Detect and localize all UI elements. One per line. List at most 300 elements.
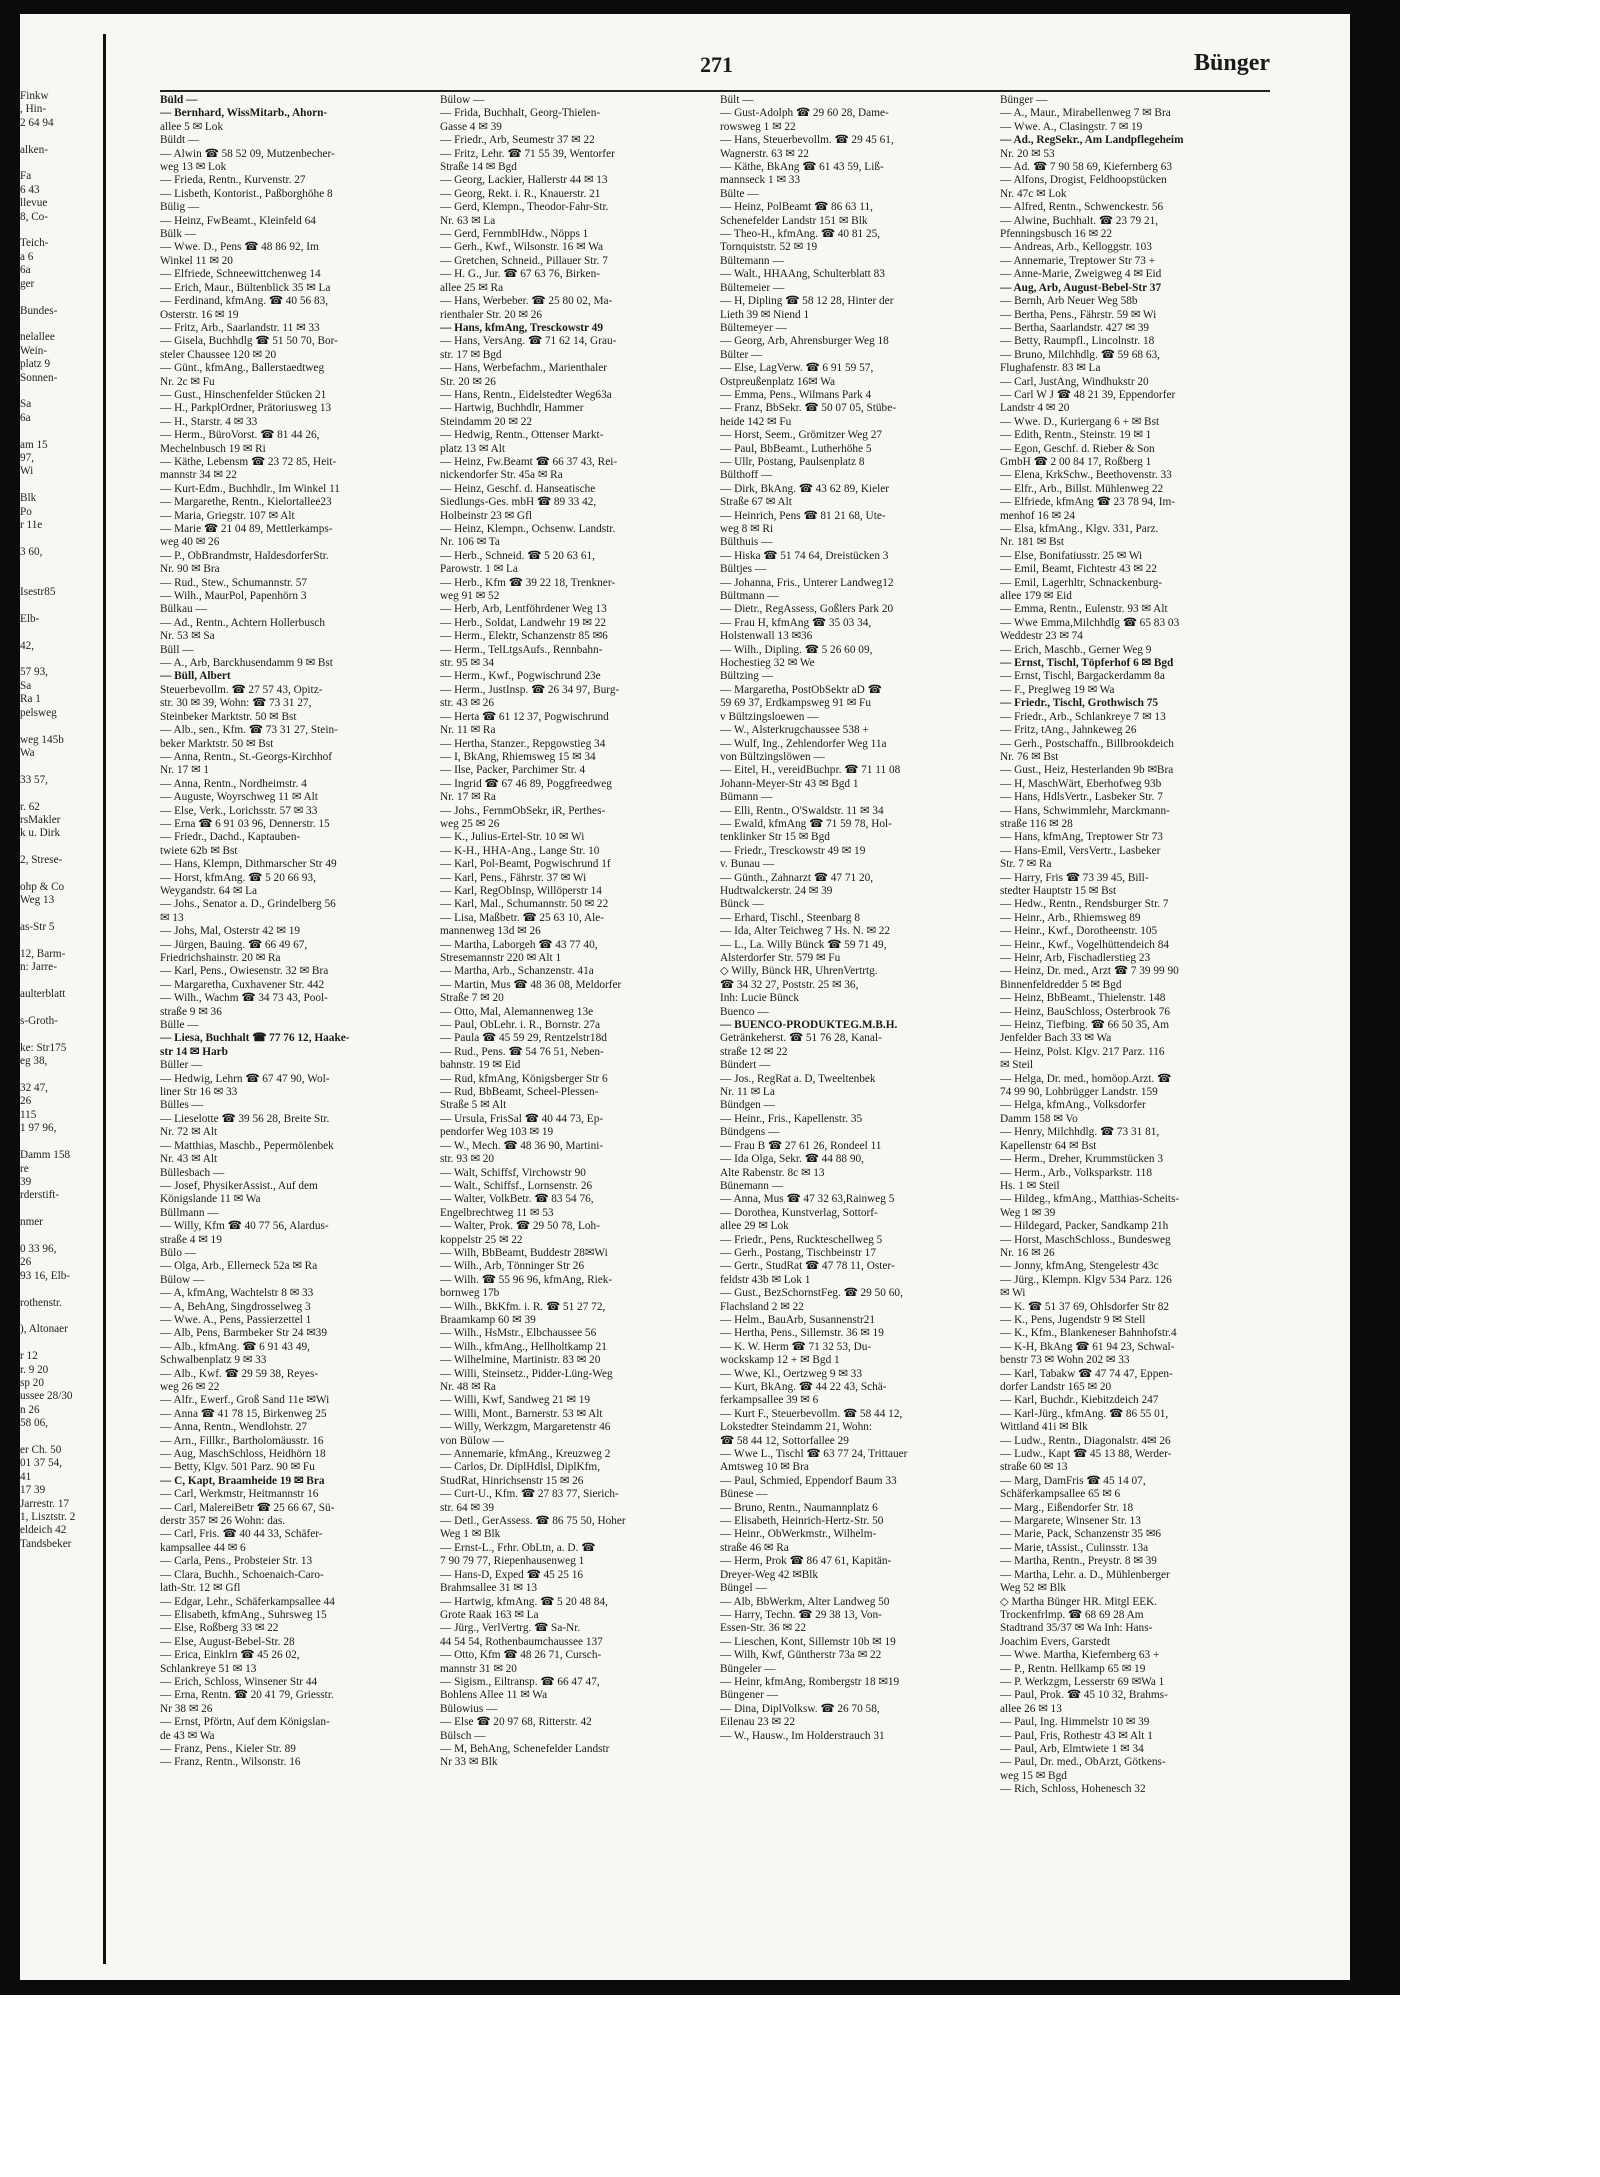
directory-entry: allee 5 ✉ Lok — [160, 120, 224, 133]
directory-entry: — Herb., Kfm ☎ 39 22 18, Trenkner- — [440, 576, 616, 589]
directory-entry: — Marie ☎ 21 04 89, Mettlerkamps- — [160, 523, 333, 535]
fragment-line — [20, 935, 98, 948]
fragment-line: Sa — [20, 679, 32, 692]
directory-entry: Bohlens Allee 11 ✉ Wa — [440, 1689, 548, 1702]
directory-entry: — Ludw., Kapt ☎ 45 13 88, Werder- — [1000, 1448, 1172, 1461]
fragment-line: r. 62 — [20, 800, 40, 813]
directory-entry: — Wilh., kfmAng., Hellholtkamp 21 — [440, 1340, 607, 1353]
directory-entry: Nr. 63 ✉ La — [440, 214, 496, 227]
directory-entry: — Anne-Marie, Zweigweg 4 ✉ Eid — [1000, 268, 1162, 281]
directory-entry: — H, Dipling ☎ 58 12 28, Hinter der — [720, 295, 894, 308]
directory-entry: — Hans, kfmAng, Treptower Str 73 — [1000, 831, 1163, 844]
directory-entry: — Elfriede, Schneewittchenweg 14 — [160, 268, 321, 281]
directory-entry: — Rud, BbBeamt, Scheel-Plessen- — [440, 1086, 599, 1099]
directory-entry: — M, BehAng, Schenefelder Landstr — [440, 1742, 610, 1755]
directory-entry: ✉ Steil — [1000, 1059, 1034, 1072]
fragment-line: Po — [20, 505, 32, 518]
directory-entry: — Jürg., VerlVertrg. ☎ Sa-Nr. — [440, 1622, 581, 1635]
directory-entry: — Paul, Arb, Elmtwiete 1 ✉ 34 — [1000, 1742, 1144, 1755]
fragment-line: 97, — [20, 451, 34, 464]
directory-entry: — Georg, Arb, Ahrensburger Weg 18 — [720, 335, 889, 348]
directory-entry: v. Bunau — — [720, 858, 775, 871]
directory-entry: Nr. 53 ✉ Sa — [160, 630, 215, 643]
directory-entry: — Elsa, kfmAng., Klgv. 331, Parz. — [1000, 523, 1159, 535]
directory-entry: Weg 1 ✉ 39 — [1000, 1206, 1056, 1219]
directory-entry: — Aug, Arb, August-Bebel-Str 37 — [1000, 281, 1162, 294]
directory-entry: — Elisabeth, kfmAng., Suhrsweg 15 — [160, 1608, 327, 1621]
fragment-line — [20, 532, 98, 545]
directory-entry: Nr. 48 ✉ Ra — [440, 1381, 496, 1393]
directory-entry: str. 43 ✉ 26 — [440, 697, 495, 710]
directory-entry: — Franz, Pens., Kieler Str. 89 — [160, 1742, 296, 1755]
directory-entry: Bültzing — — [720, 670, 774, 683]
directory-entry: tenklinker Str 15 ✉ Bgd — [720, 831, 830, 844]
directory-entry: — Wilh., BkKfm. i. R. ☎ 51 27 72, — [440, 1300, 606, 1313]
directory-entry: — Hans, Steuerbevollm. ☎ 29 45 61, — [720, 134, 894, 147]
directory-entry: — Heinr, Arb, Fischadlerstieg 23 — [1000, 952, 1151, 964]
directory-entry: — Else ☎ 20 97 68, Ritterstr. 42 — [440, 1716, 592, 1729]
directory-entry: 7 90 79 77, Riepenhausenweg 1 — [440, 1555, 585, 1568]
directory-entry: — Elfriede, kfmAng ☎ 23 78 94, Im- — [1000, 496, 1176, 509]
directory-entry: — Wwe Emma,Milchhdlg ☎ 65 83 03 — [1000, 616, 1180, 629]
directory-entry: liner Str 16 ✉ 33 — [160, 1086, 238, 1099]
directory-column-4 — [1000, 94, 1270, 1954]
fragment-line — [20, 130, 98, 143]
directory-entry: v Bültzingsloewen — — [720, 710, 819, 723]
directory-entry: — Bruno, Rentn., Naumannplatz 6 — [720, 1501, 878, 1514]
directory-entry: StudRat, Hinrichsenstr 15 ✉ 26 — [440, 1474, 584, 1487]
directory-entry: Hochestieg 32 ✉ We — [720, 657, 815, 670]
directory-entry: kampsallee 44 ✉ 6 — [160, 1541, 246, 1554]
directory-entry: — Karl, Mal., Schumannstr. 50 ✉ 22 — [440, 898, 609, 911]
directory-entry: — Kurt-Edm., Buchhdlr., Im Winkel 11 — [160, 482, 340, 495]
fragment-line: 6a — [20, 411, 31, 424]
fragment-line: er Ch. 50 — [20, 1444, 62, 1457]
directory-entry: — H., Starstr. 4 ✉ 33 — [160, 415, 258, 428]
directory-entry: — Anna, Mus ☎ 47 32 63,Rainweg 5 — [720, 1193, 895, 1206]
directory-entry: — Annemarie, kfmAng., Kreuzweg 2 — [440, 1448, 611, 1461]
directory-entry: Amtsweg 10 ✉ Bra — [720, 1461, 809, 1474]
directory-entry: Nr. 181 ✉ Bst — [1000, 536, 1065, 549]
directory-entry: Bünemann — — [720, 1179, 784, 1192]
fragment-line: Jarrestr. 17 — [20, 1497, 70, 1510]
directory-entry: — Karl, Pens., Owiesenstr. 32 ✉ Bra — [160, 965, 329, 978]
directory-entry: — Ilse, Packer, Parchimer Str. 4 — [440, 764, 586, 777]
directory-entry: — Else, LagVerw. ☎ 6 91 59 57, — [720, 362, 874, 375]
directory-entry: Eilenau 23 ✉ 22 — [720, 1716, 796, 1729]
directory-entry: — Erich, Schloss, Winsener Str 44 — [160, 1675, 318, 1688]
directory-entry: Nr. 106 ✉ Ta — [440, 536, 500, 549]
directory-entry: — Hans, Werbefachm., Marienthaler — [440, 362, 608, 375]
fragment-line — [20, 626, 98, 639]
directory-entry: — Annemarie, Treptower Str 73 + — [1000, 254, 1156, 267]
directory-entry: — Friedr., Arb, Seumestr 37 ✉ 22 — [440, 134, 595, 147]
directory-entry: weg 25 ✉ 26 — [440, 817, 500, 830]
directory-entry: weg 91 ✉ 52 — [440, 590, 500, 603]
fragment-line: 58 06, — [20, 1417, 48, 1430]
directory-entry: — Martha, Arb., Schanzenstr. 41a — [440, 965, 594, 978]
directory-entry: Bünese — — [720, 1488, 768, 1501]
directory-entry: Nr. 90 ✉ Bra — [160, 563, 220, 576]
directory-entry: — Edgar, Lehr., Schäferkampsallee 44 — [160, 1595, 335, 1608]
fragment-line: alken- — [20, 143, 48, 156]
directory-entry: — Else, August-Bebel-Str. 28 — [160, 1635, 295, 1648]
directory-entry: — Herm., Arb., Volksparkstr. 118 — [1000, 1166, 1152, 1179]
directory-entry: — Karl, RegObInsp, Willöperstr 14 — [440, 884, 602, 897]
directory-entry: — Ullr, Postang, Paulsenplatz 8 — [720, 455, 865, 468]
directory-entry: — Heinr., Fris., Kapellenstr. 35 — [720, 1112, 863, 1125]
directory-entry: Holstenwall 13 ✉36 — [720, 630, 813, 643]
directory-entry: — Theo-H., kfmAng. ☎ 40 81 25, — [720, 228, 881, 241]
directory-entry: — Herta ☎ 61 12 37, Pogwischrund — [440, 710, 609, 723]
directory-entry: Damm 158 ✉ Vo — [1000, 1112, 1078, 1125]
directory-entry: — Dorothea, Kunstverlag, Sottorf- — [720, 1206, 878, 1219]
directory-entry: — Wulf, Ing., Zehlendorfer Weg 11a — [720, 737, 887, 750]
directory-entry: — Herm., JustInsp. ☎ 26 34 97, Burg- — [440, 683, 620, 696]
directory-entry: — Ernst, Tischl, Töpferhof 6 ✉ Bgd — [1000, 657, 1174, 670]
fragment-line: s-Groth- — [20, 1015, 58, 1028]
directory-entry: — K. ☎ 51 37 69, Ohlsdorfer Str 82 — [1000, 1300, 1170, 1313]
directory-entry: Büngeler — — [720, 1662, 776, 1675]
directory-entry: Bülthoff — — [720, 469, 773, 482]
directory-entry: — Alb., Kwf. ☎ 29 59 38, Reyes- — [160, 1367, 319, 1380]
directory-column-3 — [720, 94, 990, 1954]
fragment-line: sp 20 — [20, 1377, 44, 1389]
fragment-line: 2, Strese- — [20, 854, 63, 867]
directory-entry: — Ad., Rentn., Achtern Hollerbusch — [160, 616, 326, 629]
fragment-line: 0 33 96, — [20, 1242, 57, 1255]
directory-entry: Gasse 4 ✉ 39 — [440, 120, 502, 133]
fragment-line: Bundes- — [20, 304, 58, 317]
directory-entry: — Elena, KrkSchw., Beethovenstr. 33 — [1000, 469, 1172, 482]
directory-entry: — Bruno, Milchhdlg. ☎ 59 68 63, — [1000, 348, 1160, 361]
directory-entry: Mechelnbusch 19 ✉ Ri — [160, 442, 266, 455]
directory-entry: Nr 33 ✉ Blk — [440, 1756, 498, 1769]
directory-entry: — Detl., GerAssess. ☎ 86 75 50, Hoher — [440, 1515, 626, 1528]
directory-entry: Weygandstr. 64 ✉ La — [160, 884, 258, 897]
directory-entry: Schenefelder Landstr 151 ✉ Blk — [720, 214, 868, 227]
directory-entry: Nr. 2c ✉ Fu — [160, 375, 215, 388]
directory-entry: — Johs, Mal, Osterstr 42 ✉ 19 — [160, 925, 301, 938]
directory-entry: — Paul, BbBeamt., Lutherhöhe 5 — [720, 442, 872, 455]
directory-entry: — Herm., Kwf., Pogwischrund 23e — [440, 670, 601, 683]
directory-entry: — Bernh, Arb Neuer Weg 58b — [1000, 295, 1138, 308]
directory-entry: weg 15 ✉ Bgd — [1000, 1769, 1067, 1782]
directory-columns — [160, 94, 1270, 1954]
fragment-line: r. 9 20 — [20, 1363, 49, 1376]
directory-entry: — Hans, kfmAng, Tresckowstr 49 — [440, 321, 603, 334]
directory-entry: — Lieschen, Kont, Sillemstr 10b ✉ 19 — [720, 1635, 896, 1648]
fragment-line: rsMakler — [20, 813, 61, 826]
directory-entry: ✉ Wi — [1000, 1287, 1026, 1300]
directory-entry: — Gisela, Buchhdlg ☎ 51 50 70, Bor- — [160, 335, 338, 348]
directory-entry: — Clara, Buchh., Schoenaich-Caro- — [160, 1568, 324, 1581]
directory-entry: Schwalbenplatz 9 ✉ 33 — [160, 1354, 267, 1367]
directory-entry: — K-H, BkAng ☎ 61 94 23, Schwal- — [1000, 1340, 1175, 1353]
directory-entry: — Josef, PhysikerAssist., Auf dem — [160, 1179, 318, 1192]
fragment-line: 26 — [20, 1256, 32, 1269]
directory-entry: — Heinr., Kwf., Dorotheenstr. 105 — [1000, 925, 1158, 938]
directory-entry: — Anna, Rentn., Nordheimstr. 4 — [160, 777, 307, 790]
directory-entry: Büller — — [160, 1059, 203, 1072]
directory-entry: — Alb, Pens, Barmbeker Str 24 ✉39 — [160, 1327, 327, 1340]
directory-entry: — Karl-Jürg., kfmAng. ☎ 86 55 01, — [1000, 1407, 1169, 1420]
directory-entry: — Alb, BbWerkm, Alter Landweg 50 — [720, 1595, 890, 1608]
directory-entry: Str. 7 ✉ Ra — [1000, 858, 1052, 871]
directory-entry: — Willi, Kwf, Sandweg 21 ✉ 19 — [440, 1394, 591, 1407]
directory-entry: — Carl, MalereiBetr ☎ 25 66 67, Sü- — [160, 1501, 335, 1514]
directory-entry: — Horst, kfmAng. ☎ 5 20 66 93, — [160, 871, 316, 884]
fragment-line — [20, 479, 98, 492]
directory-entry: Parowstr. 1 ✉ La — [440, 563, 518, 576]
directory-entry: — Hans, Klempn, Dithmarscher Str 49 — [160, 858, 337, 871]
fragment-line — [20, 291, 98, 304]
directory-entry: — Horst, MaschSchloss., Bundesweg — [1000, 1233, 1171, 1246]
directory-entry: benstr 73 ✉ Wohn 202 ✉ 33 — [1000, 1354, 1130, 1367]
fragment-line: Tandsbeker — [20, 1537, 72, 1550]
directory-entry: — Kurt, BkAng. ☎ 44 22 43, Schä- — [720, 1381, 887, 1393]
directory-entry: — Heinz, Fw.Beamt ☎ 66 37 43, Rei- — [440, 455, 618, 468]
directory-entry: — Edith, Rentn., Steinstr. 19 ✉ 1 — [1000, 429, 1152, 442]
directory-entry: Bümann — — [720, 791, 773, 804]
directory-entry: — P. Werkzgm, Lesserstr 69 ✉Wa 1 — [1000, 1675, 1165, 1688]
directory-entry: Essen-Str. 36 ✉ 22 — [720, 1622, 807, 1635]
directory-entry: — Willy, Kfm ☎ 40 77 56, Alardus- — [160, 1220, 329, 1233]
fragment-line: pelsweg — [20, 706, 57, 719]
directory-entry: — Paul, Schmied, Eppendorf Baum 33 — [720, 1474, 897, 1487]
fragment-line — [20, 1230, 98, 1243]
directory-entry: — K., Kfm., Blankeneser Bahnhofstr.4 — [1000, 1327, 1177, 1340]
directory-entry: — Friedr., Tresckowstr 49 ✉ 19 — [720, 844, 866, 857]
directory-entry: — Martha, Lehr. a. D., Mühlenberger — [1000, 1568, 1170, 1581]
directory-entry: Königslande 11 ✉ Wa — [160, 1193, 261, 1206]
directory-entry: Bülles — — [160, 1099, 203, 1112]
directory-entry: 74 99 90, Lohbrügger Landstr. 159 — [1000, 1086, 1158, 1099]
directory-entry: Wittland 41i ✉ Blk — [1000, 1421, 1088, 1434]
directory-entry: — Gerd, Klempn., Theodor-Fahr-Str. — [440, 201, 609, 214]
directory-entry: — Elfr., Arb., Billst. Mühlenweg 22 — [1000, 482, 1164, 495]
directory-entry: — Wilh., HsMstr., Elbchaussee 56 — [440, 1327, 597, 1340]
directory-entry: — Walter, VolkBetr. ☎ 83 54 76, — [440, 1193, 594, 1206]
directory-entry: derstr 357 ✉ 26 Wohn: das. — [160, 1515, 286, 1528]
directory-entry: — Hiska ☎ 51 74 64, Dreistücken 3 — [720, 549, 889, 562]
directory-entry: — Willy, Werkzgm, Margaretenstr 46 — [440, 1421, 611, 1434]
directory-entry: — Anna, Rentn., St.-Georgs-Kirchhof — [160, 750, 333, 763]
directory-entry: — Sigism., Eiltransp. ☎ 66 47 47, — [440, 1675, 600, 1688]
directory-entry: ✉ 13 — [160, 911, 184, 924]
directory-entry: Bültemann — — [720, 254, 784, 267]
fragment-line — [20, 318, 98, 331]
directory-entry: — Anna ☎ 41 78 15, Birkenweg 25 — [160, 1407, 327, 1420]
directory-entry: Bült — — [720, 94, 754, 106]
fragment-line — [20, 1203, 98, 1216]
directory-entry: — Heinz, Klempn., Ochsenw. Landstr. — [440, 523, 616, 535]
directory-entry: — Lisa, Maßbetr. ☎ 25 63 10, Ale- — [440, 911, 605, 924]
directory-entry: — Erich, Maur., Bültenblick 35 ✉ La — [160, 281, 331, 294]
directory-entry: — Gust., Hinschenfelder Stücken 21 — [160, 388, 327, 401]
fragment-line — [20, 1069, 98, 1082]
directory-entry: stedter Hauptstr 15 ✉ Bst — [1000, 884, 1117, 897]
directory-entry: Nr. 17 ✉ 1 — [160, 764, 210, 777]
directory-entry: — Emma, Pens., Wilmans Park 4 — [720, 388, 872, 401]
directory-entry: — Martin, Mus ☎ 48 36 08, Meldorfer — [440, 978, 622, 991]
fragment-line: n: Jarre- — [20, 961, 57, 974]
directory-entry: allee 25 ✉ Ra — [440, 281, 504, 294]
fragment-line: 12, Barm- — [20, 948, 66, 960]
directory-entry: Steindamm 20 ✉ 22 — [440, 415, 532, 428]
fragment-line: as-Str 5 — [20, 921, 55, 934]
directory-entry: rowsweg 1 ✉ 22 — [720, 120, 796, 133]
directory-entry: Getränkeherst. ☎ 51 76 28, Kanal- — [720, 1032, 882, 1045]
directory-entry: Nr. 11 ✉ Ra — [440, 724, 496, 737]
fragment-line: 01 37 54, — [20, 1457, 62, 1470]
fragment-line: nmer — [20, 1216, 43, 1229]
directory-entry: — Auguste, Woyrschweg 11 ✉ Alt — [160, 791, 318, 804]
directory-entry: — Hans, Rentn., Eidelstedter Weg63a — [440, 388, 612, 401]
directory-entry: — Paul, Prok. ☎ 45 10 32, Brahms- — [1000, 1689, 1168, 1702]
directory-entry: Bünck — — [720, 898, 764, 911]
fragment-line: 2 64 94 — [20, 116, 54, 129]
directory-entry: Bülow — — [440, 94, 485, 106]
directory-entry: Weg 52 ✉ Blk — [1000, 1582, 1066, 1595]
fragment-line — [20, 1136, 98, 1149]
fragment-line — [20, 1002, 98, 1015]
directory-entry: — Arn., Fillkr., Bartholomäusstr. 16 — [160, 1434, 324, 1447]
directory-entry: mannenweg 13d ✉ 26 — [440, 925, 541, 938]
directory-entry: — Gretchen, Schneid., Pillauer Str. 7 — [440, 254, 608, 267]
directory-entry: — Heinz, Tiefbing. ☎ 66 50 35, Am — [1000, 1019, 1170, 1032]
directory-entry: 59 69 37, Erdkampsweg 91 ✉ Fu — [720, 697, 871, 710]
directory-entry: — W., Hausw., Im Holderstrauch 31 — [720, 1729, 885, 1742]
directory-entry: — Martha, Rentn., Preystr. 8 ✉ 39 — [1000, 1555, 1157, 1568]
directory-entry: feldstr 43b ✉ Lok 1 — [720, 1273, 811, 1286]
fragment-line: 115 — [20, 1108, 37, 1121]
directory-entry: — Heinrich, Pens ☎ 81 21 68, Ute- — [720, 509, 886, 522]
directory-entry: — F., Preglweg 19 ✉ Wa — [1000, 683, 1115, 696]
directory-entry: — A, kfmAng, Wachtelstr 8 ✉ 33 — [160, 1287, 314, 1300]
directory-entry: — Frida, Buchhalt, Georg-Thielen- — [440, 107, 601, 120]
directory-entry: straße 12 ✉ 22 — [720, 1045, 788, 1058]
directory-entry: — Wilh. ☎ 55 96 96, kfmAng, Riek- — [440, 1273, 613, 1286]
directory-entry: — Emil, Beamt, Fichtestr 43 ✉ 22 — [1000, 563, 1157, 576]
fragment-line: aulterblatt — [20, 988, 66, 1001]
fragment-line: ger — [20, 277, 35, 290]
directory-entry: — Heinz, Polst. Klgv. 217 Parz. 116 — [1000, 1045, 1165, 1058]
directory-entry: Nr. 16 ✉ 26 — [1000, 1246, 1055, 1259]
fragment-line: Sonnen- — [20, 371, 58, 384]
directory-entry: Brahmsallee 31 ✉ 13 — [440, 1582, 537, 1595]
directory-entry: — Gust., Heiz, Hesterlanden 9b ✉Bra — [1000, 764, 1174, 777]
fragment-line — [20, 1310, 98, 1323]
directory-entry: Lokstedter Steindamm 21, Wohn: — [720, 1421, 873, 1434]
directory-entry: Braamkamp 60 ✉ 39 — [440, 1313, 536, 1326]
directory-entry: — Harry, Fris ☎ 73 39 45, Bill- — [1000, 871, 1149, 884]
directory-entry: Nr 38 ✉ 26 — [160, 1702, 213, 1715]
directory-entry: — H., ParkplOrdner, Prätoriusweg 13 — [160, 402, 332, 415]
directory-entry: — Johs., Senator a. D., Grindelberg 56 — [160, 898, 336, 911]
directory-entry: — Dina, DiplVolksw. ☎ 26 70 58, — [720, 1702, 880, 1715]
directory-entry: — Karl, Pol-Beamt, Pogwischrund 1f — [440, 858, 611, 871]
directory-entry: Nr. 43 ✉ Alt — [160, 1153, 218, 1166]
directory-entry: — Wwe. A., Clasingstr. 7 ✉ 19 — [1000, 120, 1143, 133]
fragment-line: 6a — [20, 264, 31, 277]
directory-entry: Flughafenstr. 83 ✉ La — [1000, 362, 1101, 375]
directory-entry: — Ida, Alter Teichweg 7 Hs. N. ✉ 22 — [720, 925, 891, 938]
directory-entry: — Walt., HHAAng, Schulterblatt 83 — [720, 268, 885, 281]
directory-entry: — Johanna, Fris., Unterer Landweg12 — [720, 576, 894, 589]
directory-entry: — Gust-Adolph ☎ 29 60 28, Dame- — [720, 107, 889, 120]
directory-entry: beker Marktstr. 50 ✉ Bst — [160, 737, 274, 750]
directory-entry: — C, Kapt, Braamheide 19 ✉ Bra — [160, 1474, 325, 1487]
directory-entry: — Wwe. D., Kuriergang 6 + ✉ Bst — [1000, 415, 1160, 428]
directory-entry: — Alb., sen., Kfm. ☎ 73 31 27, Stein- — [160, 724, 338, 737]
directory-entry: Bülowius — — [440, 1702, 498, 1715]
directory-entry: — Otto, Kfm ☎ 48 26 71, Cursch- — [440, 1649, 602, 1662]
directory-entry: Nr. 76 ✉ Bst — [1000, 750, 1059, 763]
directory-entry: — Alwine, Buchhalt. ☎ 23 79 21, — [1000, 214, 1159, 227]
directory-entry: — Frau H, kfmAng ☎ 35 03 34, — [720, 616, 872, 629]
directory-entry: koppelstr 25 ✉ 22 — [440, 1233, 523, 1246]
fragment-line: weg 145b — [20, 733, 64, 746]
directory-entry: — W., Alsterkrugchaussee 538 + — [720, 724, 869, 737]
directory-entry: — K., Julius-Ertel-Str. 10 ✉ Wi — [440, 831, 585, 844]
directory-column-1 — [160, 94, 430, 1954]
directory-entry: — Helga, Dr. med., homöop.Arzt. ☎ — [1000, 1072, 1172, 1085]
directory-entry: — A, BehAng, Singdrosselweg 3 — [160, 1300, 311, 1313]
directory-entry: — Hans, HdlsVertr., Lasbeker Str. 7 — [1000, 791, 1163, 804]
fragment-line — [20, 1337, 98, 1350]
fragment-line — [20, 868, 98, 881]
directory-entry: — Helm., BauArb, Susannenstr21 — [720, 1313, 876, 1326]
directory-entry: — Johs., FernmObSekr, iR, Perthes- — [440, 804, 606, 817]
directory-entry: — Hertha, Pens., Sillemstr. 36 ✉ 19 — [720, 1327, 884, 1340]
directory-entry: — Egon, Geschf. d. Rieber & Son — [1000, 442, 1155, 455]
directory-entry: steler Chaussee 120 ✉ 20 — [160, 348, 277, 361]
directory-entry: Straße 5 ✉ Alt — [440, 1099, 507, 1112]
fragment-line — [20, 720, 98, 733]
directory-entry: — Franz, BbSekr. ☎ 50 07 05, Stübe- — [720, 402, 896, 415]
directory-entry: — P., ObBrandmstr, HaldesdorferStr. — [160, 549, 329, 562]
fragment-line: Finkw — [20, 90, 49, 102]
directory-entry: — Hertha, Stanzer., Repgowstieg 34 — [440, 737, 606, 750]
directory-entry: — Friedr., Pens, Ruckteschellweg 5 — [720, 1233, 883, 1246]
directory-entry: Schäferkampsallee 65 ✉ 6 — [1000, 1488, 1121, 1501]
directory-entry: — Olga, Arb., Ellerneck 52a ✉ Ra — [160, 1260, 318, 1273]
directory-entry: Weg 1 ✉ Blk — [440, 1528, 501, 1541]
directory-entry: menhof 16 ✉ 24 — [1000, 509, 1076, 522]
directory-entry: Bültjes — — [720, 563, 767, 576]
directory-entry: Jenfelder Bach 33 ✉ Wa — [1000, 1032, 1112, 1045]
fragment-line: a 6 — [20, 250, 34, 263]
directory-entry: Bülow — — [160, 1273, 205, 1286]
directory-entry: — Elli, Rentn., O'Swaldstr. 11 ✉ 34 — [720, 804, 884, 817]
directory-entry: — Marg., Eißendorfer Str. 18 — [1000, 1501, 1134, 1514]
directory-entry: — Wilh., Arb, Tönninger Str 26 — [440, 1260, 585, 1273]
fragment-line: am 15 — [20, 438, 48, 451]
fragment-line — [20, 599, 98, 612]
fragment-line: Isestr85 — [20, 586, 56, 599]
fragment-line: 39 — [20, 1175, 32, 1188]
directory-entry: Wagnerstr. 63 ✉ 22 — [720, 147, 809, 160]
fragment-line: Wi — [20, 465, 34, 478]
directory-entry: — Rich, Schloss, Hohenesch 32 — [1000, 1783, 1146, 1796]
directory-entry: — H. G., Jur. ☎ 67 63 76, Birken- — [440, 268, 600, 281]
directory-entry: — Heinz, Geschf. d. Hanseatische — [440, 482, 596, 495]
directory-entry: str. 95 ✉ 34 — [440, 657, 495, 670]
directory-entry: — Herm, Prok ☎ 86 47 61, Kapitän- — [720, 1555, 892, 1568]
fragment-line — [20, 1283, 98, 1296]
directory-entry: Bülle — — [160, 1019, 199, 1032]
